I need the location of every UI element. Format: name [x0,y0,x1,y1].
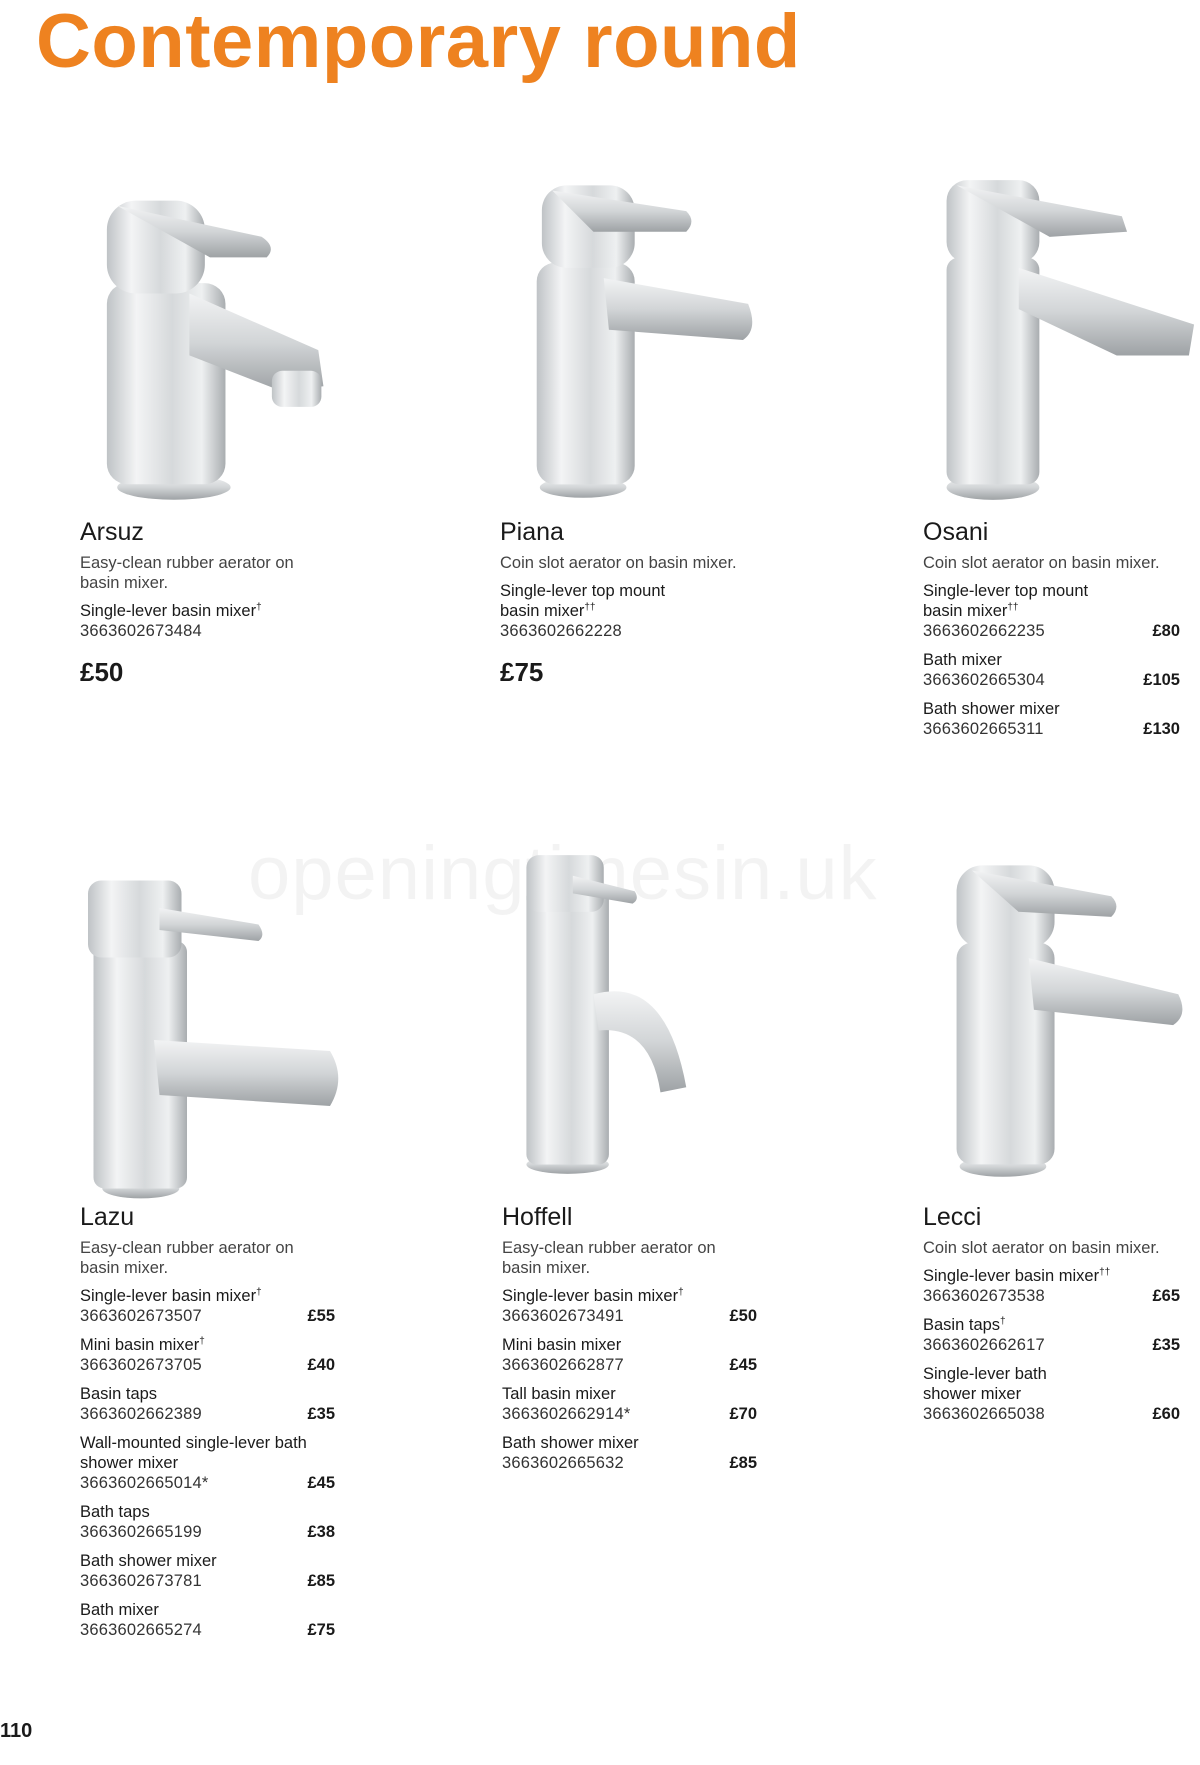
variant-code: 3663602665038 [923,1405,1045,1423]
product-description: Coin slot aerator on basin mixer. [500,554,737,572]
variant-label: Bath mixer [80,1601,159,1619]
variant-label: Bath shower mixer [80,1552,217,1570]
footnote-mark: †† [1099,1267,1111,1278]
variant-price: £50 [729,1307,757,1325]
product-variant [502,1335,757,1375]
variant-price: £105 [1143,671,1180,689]
variant-label: Bath taps [80,1503,150,1521]
variant-price: £75 [307,1621,335,1639]
product-variant [502,1384,757,1424]
product-lecci [923,1202,1180,1433]
variant-label: Basin taps [80,1385,158,1403]
arsuz-tap-image [60,180,360,510]
variant-label: Single-lever basin mixer [80,1287,257,1305]
product-variant [923,1364,1180,1424]
variant-price: £65 [1152,1287,1180,1305]
product-lazu [80,1202,335,1649]
variant-code: 3663602665632 [502,1454,624,1472]
product-variant [80,1502,335,1542]
piana-tap-image [495,175,795,505]
variant-code: 3663602673705 [80,1356,202,1374]
product-variant [923,699,1180,739]
variant-price: £35 [1152,1336,1180,1354]
variant-label: Single-lever top mount basin mixer [923,582,1089,620]
variant-label: Mini basin mixer [80,1336,200,1354]
footnote-mark: †† [584,602,596,613]
product-variant [500,581,757,641]
osani-tap-image [910,175,1200,505]
variant-label: Basin taps [923,1316,1001,1334]
variant-label: Bath shower mixer [923,700,1060,718]
page-number: 110 [0,1720,33,1742]
variant-code: 3663602665304 [923,671,1045,689]
product-description: Easy-clean rubber aerator on basin mixer. [502,1239,716,1277]
product-variant [80,1384,335,1424]
variant-price: £45 [307,1474,335,1492]
variant-label: Single-lever bath shower mixer [923,1365,1047,1403]
variant-label: Single-lever basin mixer [502,1287,679,1305]
product-name: Piana [500,518,564,546]
variant-code: 3663602665014* [80,1474,209,1492]
variant-label: Wall-mounted single-lever bath shower mixer [80,1434,307,1472]
variant-price: £85 [729,1454,757,1472]
product-variant [80,1286,335,1326]
variant-price: £55 [307,1307,335,1325]
variant-price: £35 [307,1405,335,1423]
variant-price: £80 [1152,622,1180,640]
product-variant [923,650,1180,690]
variant-code: 3663602662914* [502,1405,631,1423]
product-variant [502,1433,757,1473]
product-name: Lecci [923,1203,982,1231]
variant-price: £45 [729,1356,757,1374]
product-variant [923,581,1180,641]
variant-code: 3663602673491 [502,1307,624,1325]
product-variant [80,1335,335,1375]
variant-code: 3663602662235 [923,622,1045,640]
variant-price: £40 [307,1356,335,1374]
page-title: Contemporary round [36,0,801,84]
variant-price: £85 [307,1572,335,1590]
variant-code: 3663602662228 [500,622,622,640]
variant-label: Single-lever top mount basin mixer [500,582,666,620]
footnote-mark: † [678,1287,684,1298]
footnote-mark: † [199,1336,205,1347]
variant-label: Mini basin mixer [502,1336,622,1354]
lazu-tap-image [70,875,370,1205]
variant-price: £38 [307,1523,335,1541]
lecci-tap-image [920,855,1200,1185]
variant-code: 3663602673538 [923,1287,1045,1305]
variant-price: £130 [1143,720,1180,738]
product-variant [80,1433,335,1493]
variant-code: 3663602673484 [80,622,202,640]
product-variant [923,1315,1180,1355]
footnote-mark: † [256,602,262,613]
product-osani [923,517,1180,748]
variant-label: Single-lever basin mixer [80,602,257,620]
variant-price: £70 [729,1405,757,1423]
product-name: Osani [923,518,989,546]
product-description: Coin slot aerator on basin mixer. [923,554,1160,572]
product-name: Hoffell [502,1203,573,1231]
footnote-mark: †† [1007,602,1019,613]
product-variant [80,601,335,641]
variant-label: Bath mixer [923,651,1002,669]
product-variant [80,1600,335,1640]
product-price: £50 [80,657,124,687]
product-arsuz [80,517,335,688]
product-name: Lazu [80,1203,135,1231]
product-description: Coin slot aerator on basin mixer. [923,1239,1160,1257]
footnote-mark: † [1000,1316,1006,1327]
product-description: Easy-clean rubber aerator on basin mixer. [80,554,294,592]
product-variant [923,1266,1180,1306]
variant-label: Bath shower mixer [502,1434,639,1452]
variant-code: 3663602673781 [80,1572,202,1590]
product-variant [80,1551,335,1591]
variant-label: Tall basin mixer [502,1385,616,1403]
variant-label: Single-lever basin mixer [923,1267,1100,1285]
hoffell-tap-image [495,850,795,1180]
product-piana [500,517,757,688]
variant-code: 3663602662389 [80,1405,202,1423]
variant-code: 3663602662617 [923,1336,1045,1354]
variant-code: 3663602662877 [502,1356,624,1374]
variant-price: £60 [1152,1405,1180,1423]
product-name: Arsuz [80,518,144,546]
variant-code: 3663602665199 [80,1523,202,1541]
product-description: Easy-clean rubber aerator on basin mixer. [80,1239,294,1277]
product-hoffell [502,1202,757,1482]
variant-code: 3663602673507 [80,1307,202,1325]
product-variant [502,1286,757,1326]
variant-code: 3663602665274 [80,1621,202,1639]
variant-code: 3663602665311 [923,720,1044,738]
footnote-mark: † [256,1287,262,1298]
product-price: £75 [500,657,544,687]
